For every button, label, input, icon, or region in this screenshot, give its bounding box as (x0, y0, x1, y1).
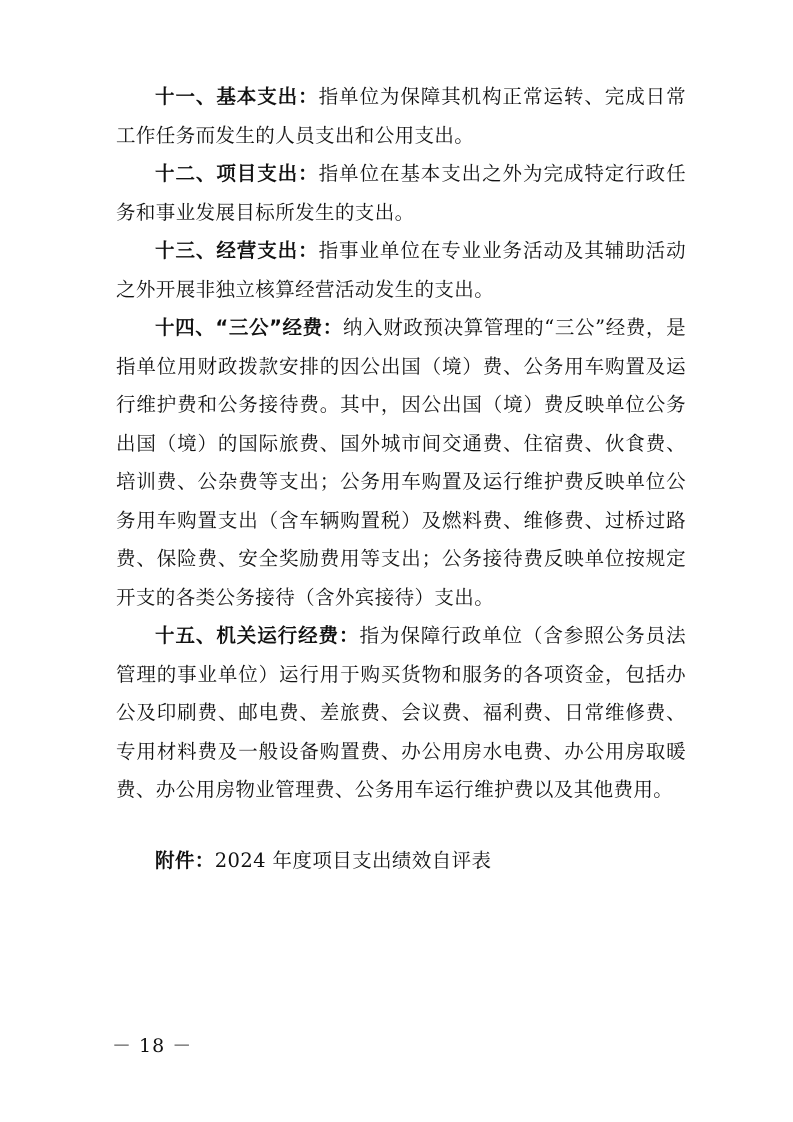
attachment-label: 附件： (155, 849, 215, 872)
attachment-line (155, 842, 491, 880)
definitions-section (116, 78, 686, 810)
definition-project-expenditure (116, 155, 686, 232)
definition-text: 指事业单位在专业业务活动及其辅助活动之外开展非独立核算经营活动发生的支出。 (116, 239, 687, 301)
definition-text: 指单位在基本支出之外为完成特定行政任务和事业发展目标所发生的支出。 (116, 162, 687, 224)
definition-term: 十三、经营支出： (155, 239, 319, 262)
definition-agency-operating-expenses (116, 617, 686, 810)
definition-term: 十二、项目支出： (155, 162, 319, 185)
definition-text: 指为保障行政单位（含参照公务员法管理的事业单位）运行用于购买货物和服务的各项资金，包括办公及印刷费、邮电费、差旅费、会议费、福利费、日常维修费、专用材料费及一般设备购置费、办公用房水电费、办公用房取暖费、办公用房物业管理费、公务用车运行维护费以及其他费用。 (116, 624, 686, 801)
definition-basic-expenditure (116, 78, 686, 155)
attachment-title: 2024 年度项目支出绩效自评表 (214, 849, 492, 872)
definition-operating-expenditure (116, 232, 686, 309)
definition-term: 十一、基本支出： (155, 85, 319, 108)
definition-text: 纳入财政预决算管理的“三公”经费，是指单位用财政拨款安排的因公出国（境）费、公务用车购置及运行维护费和公务接待费。其中，因公出国（境）费反映单位公务出国（境）的国际旅费、国外城市间交通费、住宿费、伙食费、培训费、公杂费等支出；公务用车购置及运行维护费反映单位公务用车购置支出（含车辆购置税）及燃料费、维修费、过桥过路费、保险费、安全奖励费用等支出；公务接待费反映单位按规定开支的各类公务接待（含外宾接待）支出。 (116, 316, 686, 609)
page-number: － 18 － (112, 1035, 193, 1057)
definition-three-public-expenses (116, 309, 686, 617)
definition-term: 十五、机关运行经费： (155, 624, 360, 647)
definition-term: 十四、“三公”经费： (155, 316, 343, 339)
definition-text: 指单位为保障其机构正常运转、完成日常工作任务而发生的人员支出和公用支出。 (116, 85, 687, 147)
